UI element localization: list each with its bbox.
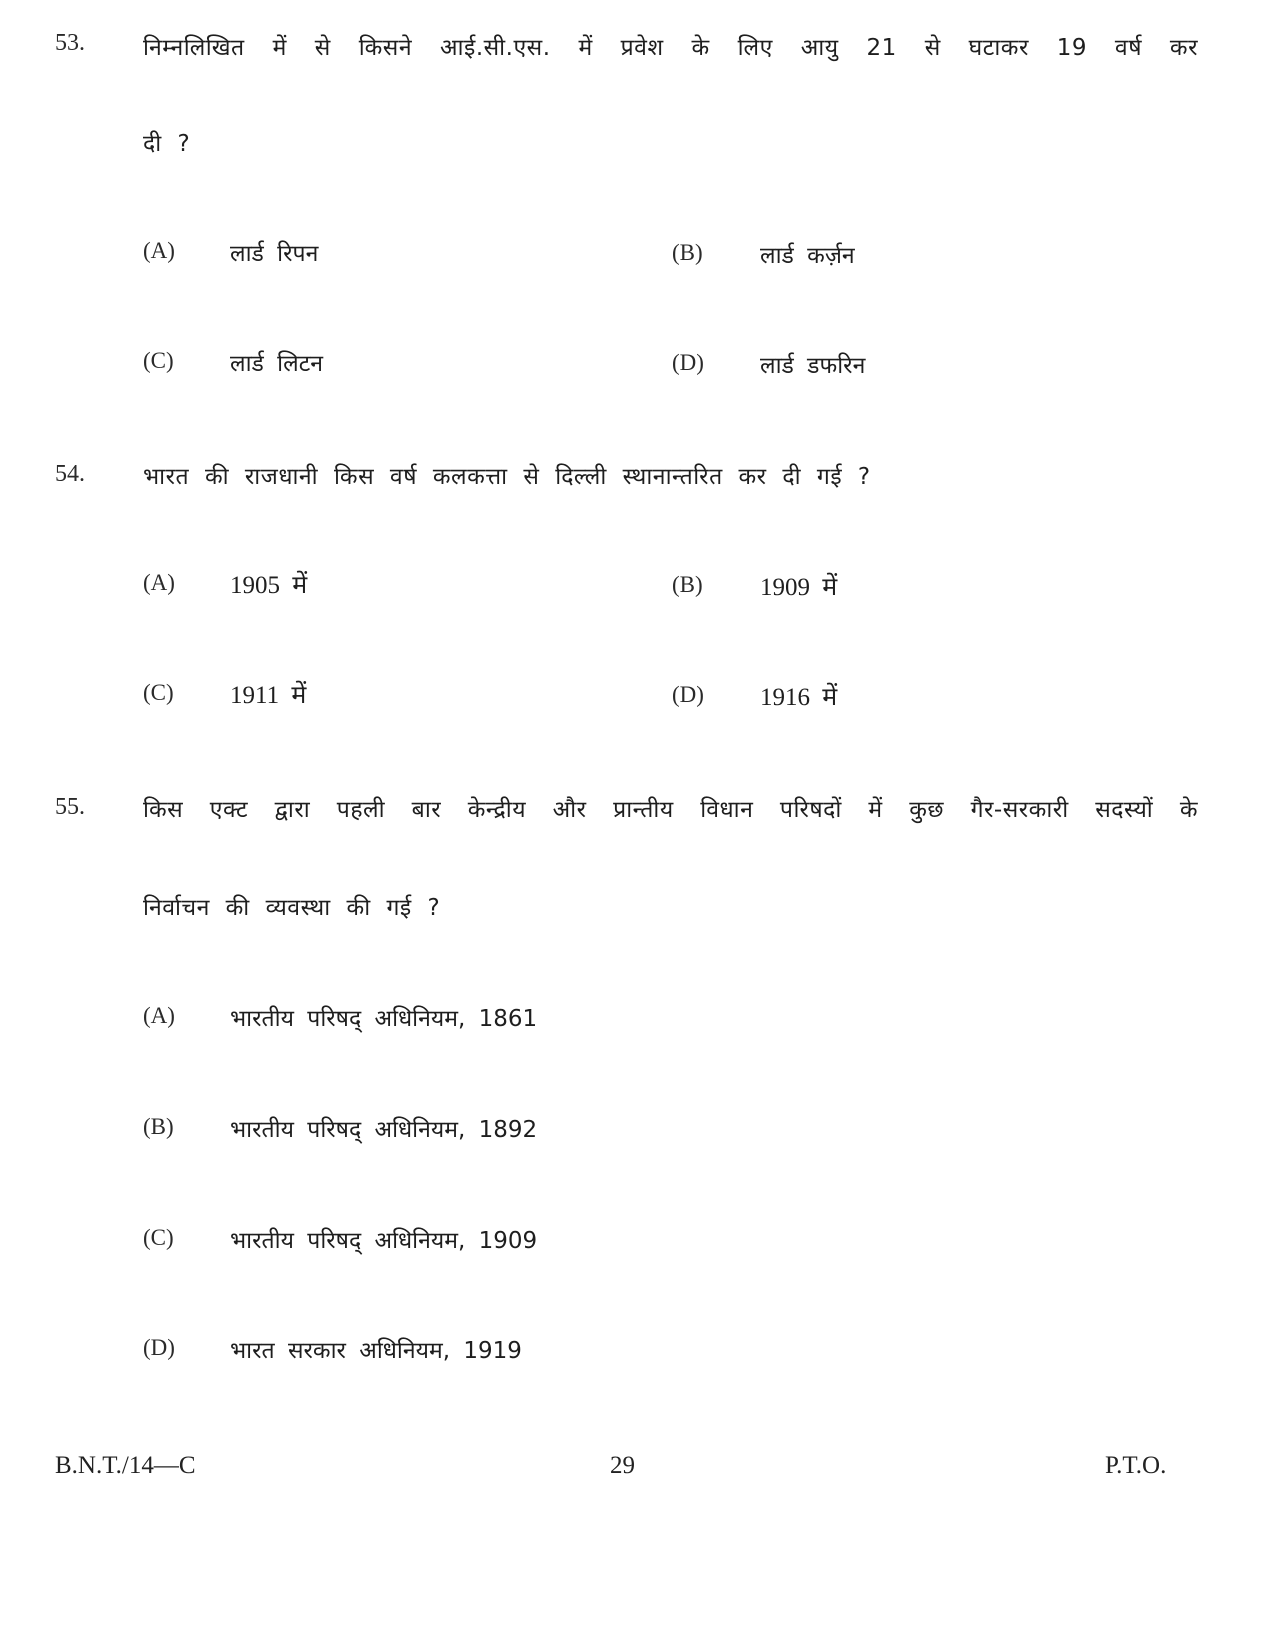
pto-label: P.T.O.	[1105, 1452, 1167, 1479]
option-text: लार्ड रिपन	[230, 241, 319, 267]
question-number: 54.	[55, 461, 85, 487]
option-letter: (B)	[143, 1114, 174, 1139]
option-letter: (A)	[143, 1003, 175, 1028]
option-text: 1909 में	[760, 574, 838, 601]
option-text: लार्ड डफरिन	[760, 353, 866, 379]
option-text: भारत सरकार अधिनियम, 1919	[230, 1338, 522, 1364]
option-letter: (C)	[143, 348, 174, 373]
option-text: 1916 में	[760, 684, 838, 711]
option-text: भारतीय परिषद् अधिनियम, 1892	[230, 1117, 538, 1143]
question-text-line: निम्नलिखित में से किसने आई.सी.एस. में प्रवेश के लिए आयु 21 से घटाकर 19 वर्ष कर	[143, 35, 1198, 61]
question-text-line: निर्वाचन की व्यवस्था की गई ?	[143, 895, 441, 921]
option-letter: (D)	[672, 682, 704, 707]
option-text: भारतीय परिषद् अधिनियम, 1861	[230, 1006, 538, 1032]
option-text: 1911 में	[230, 682, 307, 709]
option-letter: (C)	[143, 680, 174, 705]
option-letter: (C)	[143, 1225, 174, 1250]
question-number: 55.	[55, 794, 85, 820]
booklet-code: B.N.T./14—C	[55, 1452, 196, 1479]
question-number: 53.	[55, 30, 85, 56]
question-text-line: भारत की राजधानी किस वर्ष कलकत्ता से दिल्ली स्थानान्तरित कर दी गई ?	[143, 464, 871, 490]
question-text-line: किस एक्ट द्वारा पहली बार केन्द्रीय और प्रान्तीय विधान परिषदों में कुछ गैर-सरकारी सदस्यों के	[143, 797, 1198, 823]
option-letter: (A)	[143, 570, 175, 595]
option-letter: (B)	[672, 572, 703, 597]
option-text: लार्ड कर्ज़न	[760, 243, 855, 269]
option-text: भारतीय परिषद् अधिनियम, 1909	[230, 1228, 538, 1254]
option-text: 1905 में	[230, 572, 308, 599]
option-letter: (D)	[672, 350, 704, 375]
question-text-line: दी ?	[143, 131, 191, 157]
option-letter: (A)	[143, 238, 175, 263]
page-number: 29	[610, 1452, 635, 1479]
option-letter: (B)	[672, 240, 703, 265]
option-text: लार्ड लिटन	[230, 351, 324, 377]
option-letter: (D)	[143, 1335, 175, 1360]
